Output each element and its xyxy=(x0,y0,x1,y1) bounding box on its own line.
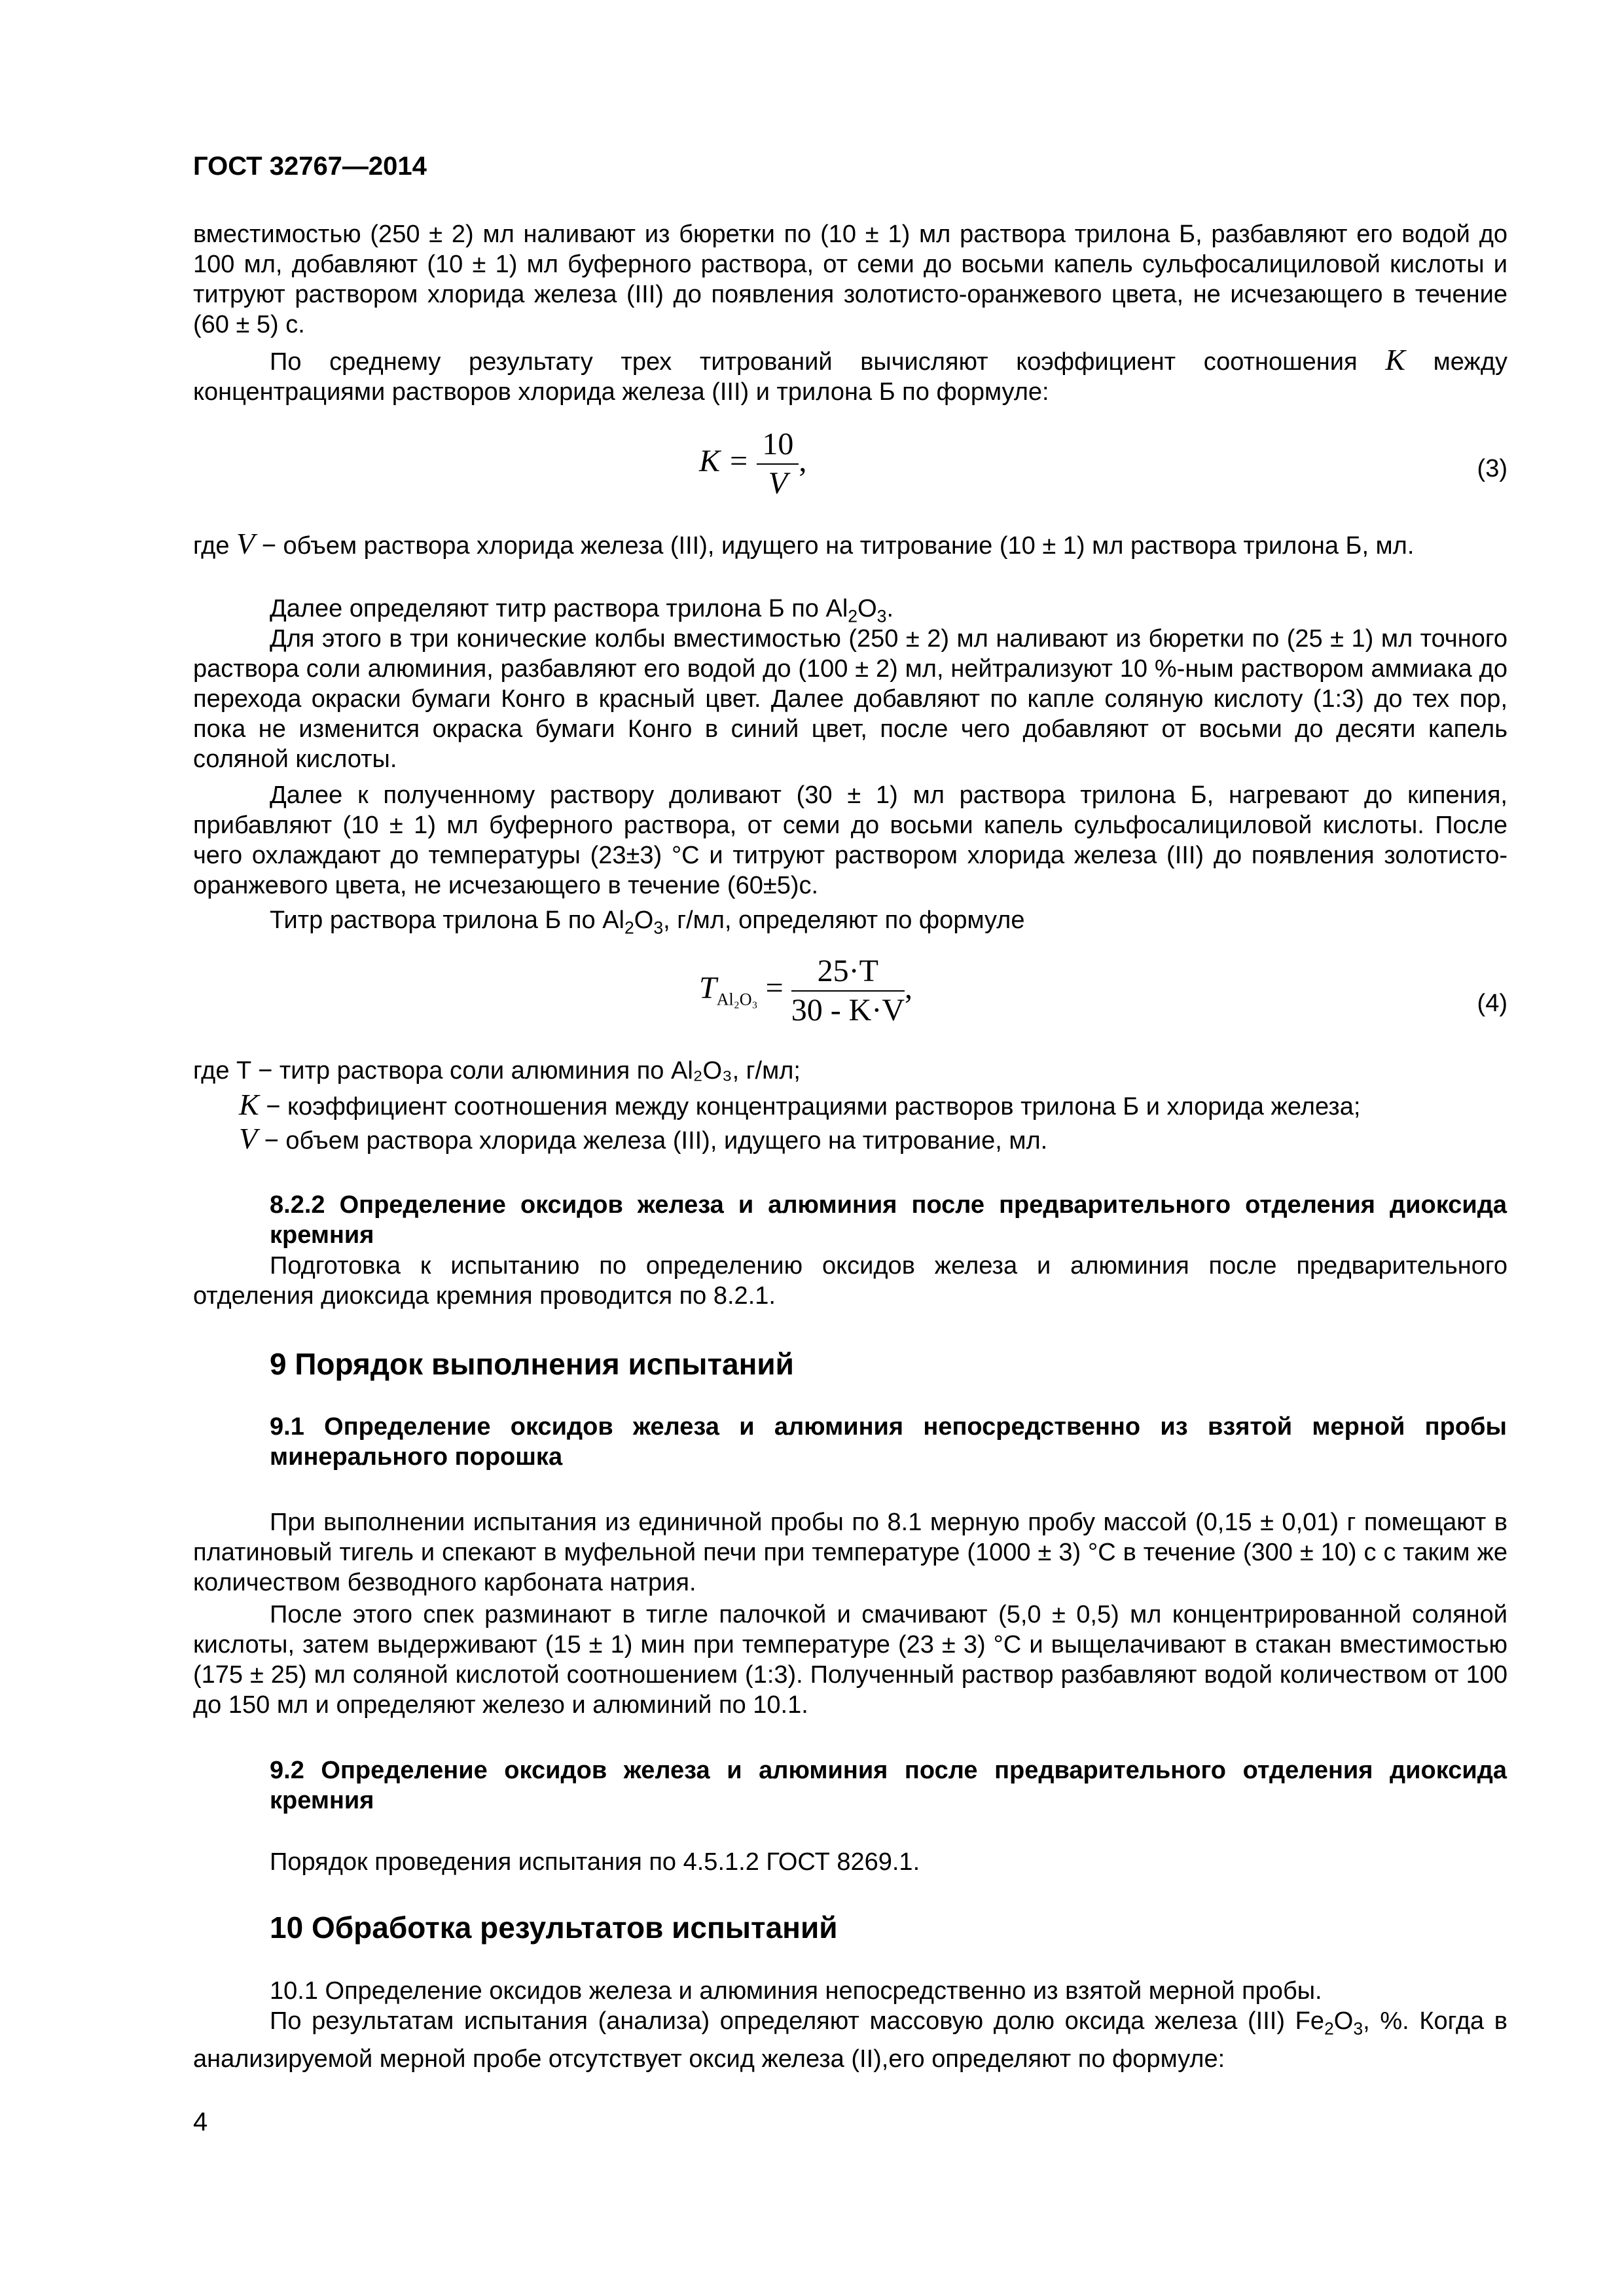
section-10-heading: 10 Обработка результатов испытаний xyxy=(270,1910,838,1945)
paragraph-where-k xyxy=(239,1090,1509,1122)
section-9-heading: 9 Порядок выполнения испытаний xyxy=(270,1347,794,1381)
paragraph-continuation: вместимостью (250 ± 2) мл наливают из бюретки по (10 ± 1) мл раствора трилона Б, разбавляют его водой до 100 мл, добавляют (10 ± 1) мл буферного раствора, от семи до восьми капель сульфосалициловой кислоты и титруют раствором хлорида железа (III) до появления золотисто-оранжевого цвета, не исчезающего в течение (60 ± 5) с. xyxy=(193,221,1507,338)
subscript: 2 xyxy=(848,606,858,626)
paragraph-where-t: где T − титр раствора соли алюминия по Al₂O₃, г/мл; xyxy=(193,1057,801,1085)
formula-fraction xyxy=(791,952,905,1030)
formula-numerator: 25·T xyxy=(791,952,905,992)
formula-3 xyxy=(699,425,806,503)
section-9-2-heading: 9.2 Определение оксидов железа и алюминия после предварительного отделения диоксида кремния xyxy=(270,1757,1507,1814)
page-number: 4 xyxy=(193,2108,208,2136)
paragraph-titer-formula-intro xyxy=(193,905,1507,943)
paragraph-heating: Далее к полученному раствору доливают (30 ± 1) мл раствора трилона Б, нагревают до кипения, прибавляют (10 ± 1) мл буферного раствора, от семи до восьми капель сульфосалициловой кислоты. После чего охлаждают до температуры (23±3) °С и титруют раствором хлорида железа (III) до появления золотисто-оранжевого цвета, не исчезающего в течение (60±5)с. xyxy=(193,781,1507,899)
formula-tail: , xyxy=(904,971,912,1006)
document-header: ГОСТ 32767—2014 xyxy=(193,152,427,181)
symbol-k: K xyxy=(1385,343,1405,376)
text-span: Далее определяют титр раствора трилона Б по Al xyxy=(270,595,848,622)
subscript: 2 xyxy=(1324,2018,1334,2039)
formula-4 xyxy=(699,952,912,1030)
formula-lhs-subscript: Al₂O₃ xyxy=(716,990,758,1009)
text-span: O xyxy=(857,595,877,622)
formula-denominator: V xyxy=(768,466,788,501)
symbol-v: V xyxy=(239,1122,258,1155)
section-8-2-2-heading: 8.2.2 Определение оксидов железа и алюминия после предварительного отделения диоксида кремния xyxy=(270,1191,1507,1249)
formula-lhs: K = xyxy=(699,444,749,479)
formula-equals: = xyxy=(765,971,784,1006)
symbol-v: V xyxy=(236,527,255,560)
text-span: − объем раствора хлорида железа (III), идущего на титрование (10 ± 1) мл раствора трилона Б, мл. xyxy=(261,532,1415,560)
subscript: 3 xyxy=(1353,2018,1363,2039)
symbol-k: K xyxy=(239,1088,259,1121)
formula-denominator: 30 - K·V xyxy=(791,993,905,1028)
text-span: где xyxy=(193,532,230,560)
subscript: 2 xyxy=(624,918,634,938)
formula-number-3: (3) xyxy=(1477,455,1507,482)
paragraph-procedure-ref: Порядок проведения испытания по 4.5.1.2 ГОСТ 8269.1. xyxy=(270,1848,920,1876)
paragraph-10-1: 10.1 Определение оксидов железа и алюминия непосредственно из взятой мерной пробы. xyxy=(270,1977,1322,2005)
formula-lhs: T xyxy=(699,971,717,1006)
text-span: Титр раствора трилона Б по Al xyxy=(270,906,624,934)
formula-fraction xyxy=(757,425,799,503)
paragraph-leaching: После этого спек разминают в тигле палочкой и смачивают (5,0 ± 0,5) мл концентрированной соляной кислоты, затем выдерживают (15 ± 1) мин при температуре (23 ± 3) °С и выщелачивают в стакан вместимостью (175 ± 25) мл соляной кислотой соотношением (1:3). Полученный раствор разбавляют водой количеством от 100 до 150 мл и определяют железо и алюминий по 10.1. xyxy=(193,1601,1507,1719)
paragraph-sintering: При выполнении испытания из единичной пробы по 8.1 мерную пробу массой (0,15 ± 0,01) г помещают в платиновый тигель и спекают в муфельной печи при температуре (1000 ± 3) °С в течение (300 ± 10) с с таким же количеством безводного карбоната натрия. xyxy=(193,1509,1507,1596)
paragraph-flasks: Для этого в три конические колбы вместимостью (250 ± 2) мл наливают из бюретки по (25 ± 1) мл точного раствора соли алюминия, разбавляют его водой до (100 ± 2) мл, нейтрализуют 10 %-ным раствором аммиака до перехода окраски бумаги Конго в красный цвет. Далее добавляют по капле соляную кислоту (1:3) до тех пор, пока не изменится окраска бумаги Конго в синий цвет, после чего добавляют от восьми до десяти капель соляной кислоты. xyxy=(193,625,1507,773)
paragraph-coefficient-intro xyxy=(193,345,1507,407)
subscript: 3 xyxy=(876,606,887,626)
text-span: O xyxy=(1333,2007,1354,2035)
formula-numerator: 10 xyxy=(757,425,799,465)
formula-tail: , xyxy=(799,444,807,479)
text-span: , %. Когда в анализируемой мерной пробе отсутствует оксид железа (II),его определяют по формуле: xyxy=(193,2007,1507,2073)
paragraph-preparation: Подготовка к испытанию по определению оксидов железа и алюминия после предварительного отделения диоксида кремния проводится по 8.2.1. xyxy=(193,1252,1507,1310)
text-span: − коэффициент соотношения между концентрациями растворов трилона Б и хлорида железа; xyxy=(266,1093,1361,1121)
paragraph-mass-fraction xyxy=(193,2006,1507,2074)
paragraph-where-v xyxy=(193,529,1507,561)
formula-number-4: (4) xyxy=(1477,990,1507,1017)
text-span: По среднему результату трех титрований вычисляют коэффициент соотношения xyxy=(270,348,1358,376)
text-span: O xyxy=(634,906,654,934)
text-span: между концентрациями растворов хлорида железа (III) и трилона Б по формуле: xyxy=(193,348,1507,406)
text-span: − объем раствора хлорида железа (III), идущего на титрование, мл. xyxy=(264,1127,1048,1155)
section-9-1-heading: 9.1 Определение оксидов железа и алюминия непосредственно из взятой мерной пробы минерального порошка xyxy=(270,1413,1507,1471)
text-span: , г/мл, определяют по формуле xyxy=(663,906,1025,934)
text-span: По результатам испытания (анализа) определяют массовую долю оксида железа (III) Fe xyxy=(270,2007,1324,2035)
text-span: . xyxy=(886,595,893,622)
subscript: 3 xyxy=(653,918,664,938)
paragraph-where-v2 xyxy=(239,1124,1509,1156)
